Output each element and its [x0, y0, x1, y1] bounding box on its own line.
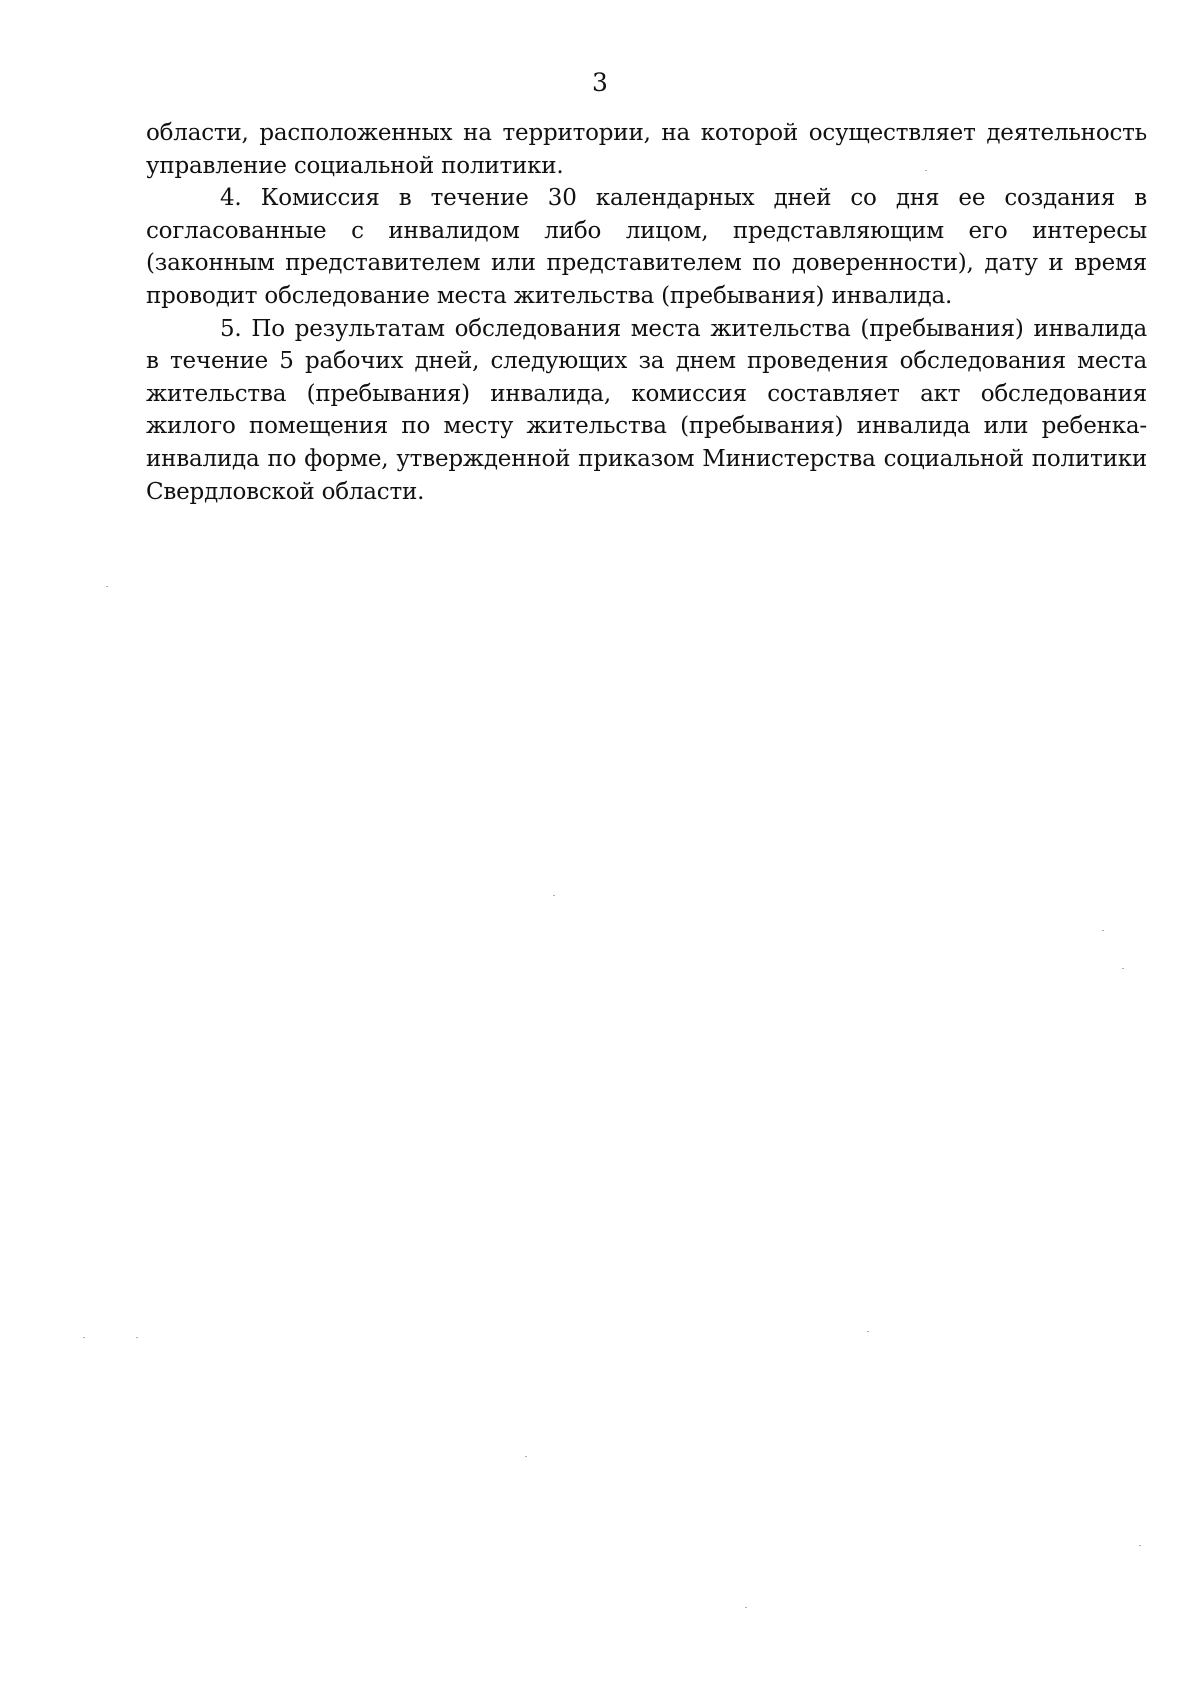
scan-speck: [925, 170, 927, 171]
scan-speck: [525, 1456, 527, 1457]
page-number: 3: [592, 68, 608, 97]
scan-speck: [553, 895, 555, 896]
scan-speck: [1102, 930, 1104, 931]
scan-speck: [745, 1607, 747, 1608]
paragraph-continuation: области, расположенных на территории, на которой осуществляет деятельность управление социальной политики.: [146, 120, 1147, 179]
scan-speck: [1122, 968, 1124, 969]
scan-speck: [83, 1337, 85, 1338]
paragraph-item-4: 4. Комиссия в течение 30 календарных дней со дня ее создания в согласованные с инвалидом либо лицом, представляющим его интересы (законным представителем или представителем по доверенности), дату и время проводит обследование места жительства (пребывания) инвалида.: [146, 185, 1147, 309]
document-body: [146, 117, 1147, 508]
paragraph-item-5: 5. По результатам обследования места жительства (пребывания) инвалида в течение 5 рабочих дней, следующих за днем проведения обследования места жительства (пребывания) инвалида, комиссия составляет акт обследования жилого помещения по месту жительства (пребывания) инвалида или ребенка-инвалида по форме, утвержденной приказом Министерства социальной политики Свердловской области.: [146, 315, 1147, 505]
scan-speck: [136, 1337, 138, 1338]
scan-speck: [106, 586, 108, 587]
scan-speck: [1139, 1545, 1141, 1546]
scan-speck: [867, 1331, 869, 1332]
